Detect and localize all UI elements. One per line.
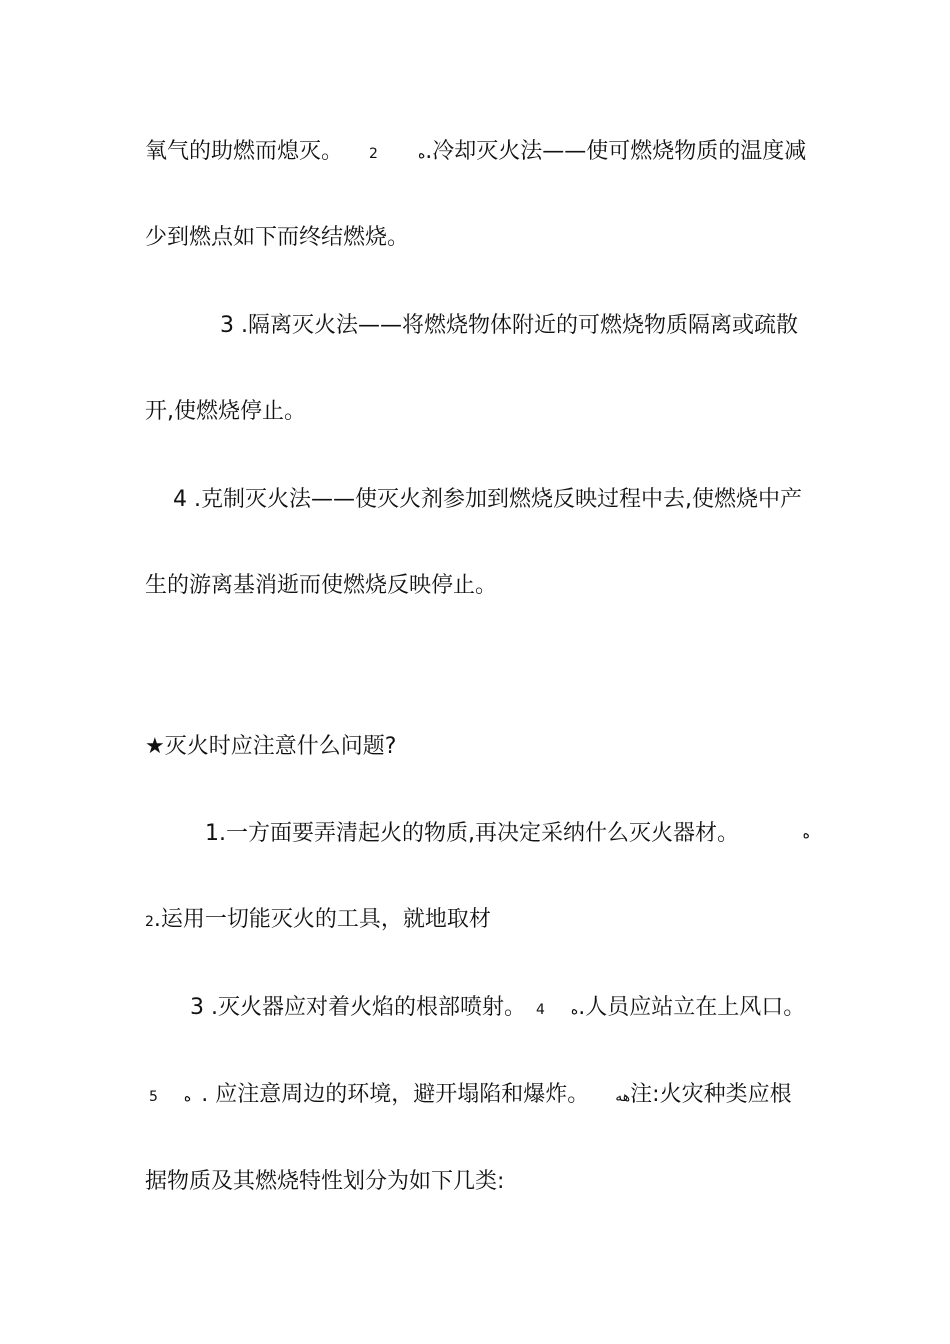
text-line-2	[145, 218, 810, 258]
text-segment: .冷却灭火法——使可燃烧物质的温度减	[425, 139, 807, 164]
text-segment: 1.一方面要弄清起火的物质,再决定采纳什么灭火器材。	[205, 821, 739, 846]
stray-glyph: ه	[802, 826, 810, 842]
text-segment: . 应注意周边的环境，避开塌陷和爆炸。	[201, 1082, 590, 1107]
heading-text: ★灭火时应注意什么问题?	[145, 734, 397, 759]
text-line-10	[145, 988, 810, 1028]
text-segment: 3 .隔离灭火法——将燃烧物体附近的可燃烧物质隔离或疏散	[220, 313, 798, 338]
text-segment: .运用一切能灭火的工具，就地取材	[153, 907, 491, 932]
text-line-4	[145, 392, 810, 432]
text-line-3	[145, 306, 810, 346]
text-line-1	[145, 132, 810, 172]
text-line-12	[145, 1162, 810, 1202]
text-segment: .人员应站立在上风口。	[578, 995, 806, 1020]
list-number: 2	[145, 914, 154, 930]
text-segment: 注:火灾种类应根	[630, 1082, 792, 1107]
text-line-5	[145, 480, 810, 520]
text-segment: 氧气的助燃而熄灭。	[145, 139, 344, 164]
text-segment: 开,使燃烧停止。	[145, 399, 306, 424]
list-number: 4	[536, 1002, 545, 1018]
section-heading	[145, 727, 810, 767]
text-segment: 据物质及其燃烧特性划分为如下几类:	[145, 1169, 505, 1194]
text-line-9	[145, 900, 810, 940]
text-segment: 少到燃点如下而终结燃烧。	[145, 225, 410, 250]
stray-glyph: ه	[570, 1002, 579, 1018]
text-segment: 生的游离基消逝而使燃烧反映停止。	[145, 573, 498, 598]
text-line-8	[145, 814, 810, 854]
stray-glyph: ه	[417, 146, 426, 162]
stray-glyph: ه	[183, 1089, 192, 1105]
text-segment: 3 .灭火器应对着火焰的根部喷射。	[190, 995, 526, 1020]
text-line-6	[145, 566, 810, 606]
list-number: 5	[149, 1089, 158, 1105]
text-line-11	[145, 1075, 810, 1115]
stray-glyph: هه	[615, 1089, 631, 1105]
text-segment: 4 .克制灭火法——使灭火剂参加到燃烧反映过程中去,使燃烧中产	[173, 487, 802, 512]
list-number: 2	[369, 146, 378, 162]
